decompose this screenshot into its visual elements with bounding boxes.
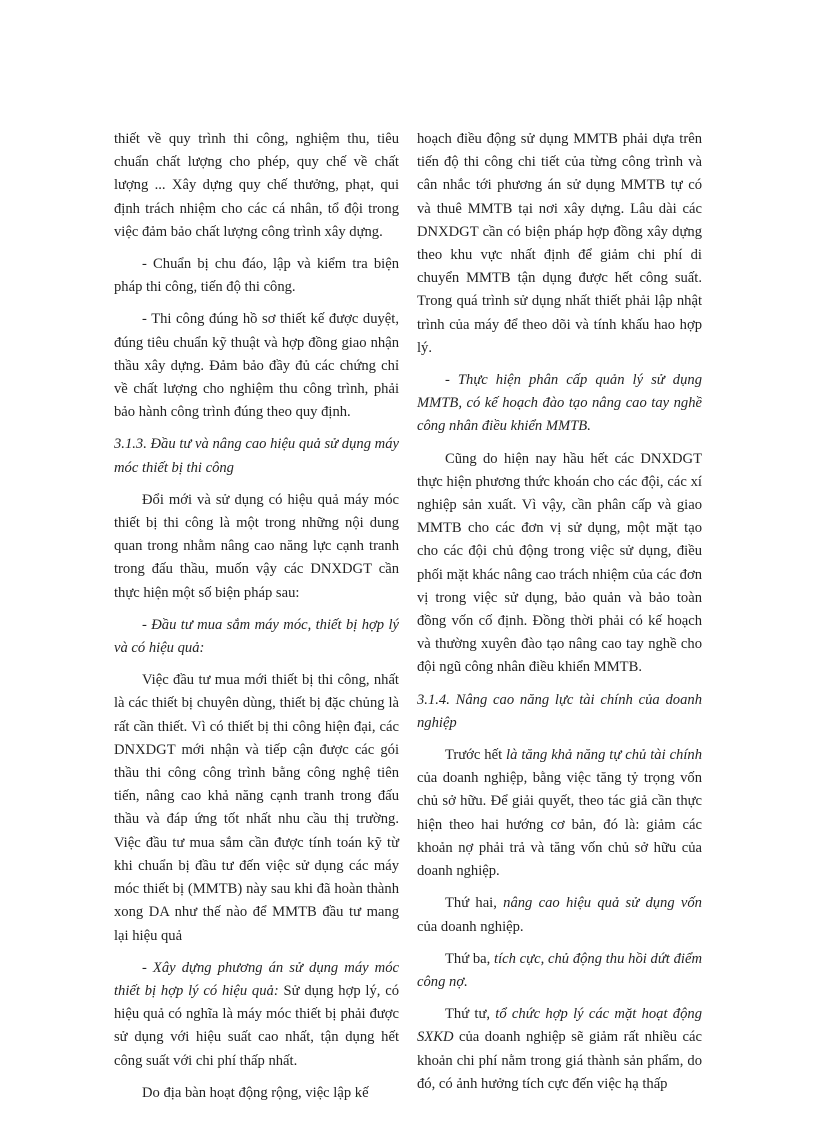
equipment-plan-text: Sử dụng hợp lý, có hiệu quả có nghĩa là máy móc thiết bị phải được sử dụng với hiệu suất cao nhất, tận dụng hết công suất với chi phí thấp nhất. <box>114 982 400 1069</box>
text-run: Thứ tư, <box>445 1006 496 1023</box>
paragraph-construction-compliance: - Thi công đúng hồ sơ thiết kế được duyệt, đúng tiêu chuẩn kỹ thuật và hợp đồng giao nhận thầu xây dựng. Đảm bảo đầy đủ các chứng chỉ về chất lượng cho nghiệm thu công trình, phải bảo hành công trình đúng theo quy định. <box>114 311 399 421</box>
paragraph-business-organization <box>417 1003 702 1096</box>
equipment-plan-italic: - Xây dựng phương án sử dụng máy móc thiết bị hợp lý có hiệu quả: <box>114 959 399 999</box>
section-heading-3-1-4: 3.1.4. Nâng cao năng lực tài chính của doanh nghiệp <box>417 691 702 731</box>
text-run: Thứ hai, <box>445 895 504 912</box>
paragraph-contracting: Cũng do hiện nay hầu hết các DNXDGT thực hiện phương thức khoán cho các đội, các xí nghiệp sản xuất. Vì vậy, cần phân cấp và giao MMTB cho các đơn vị sử dụng, một mặt tạo cho các đội chủ động trong việc sử dụng, điều phối mặt khác nâng cao trách nhiệm của các đơn vị trong việc sử dụng, bảo quản và bảo toàn đồng vốn cố định. Đồng thời phải có kế hoạch và thường xuyên đào tạo nâng cao tay nghề cho đội ngũ công nhân điều khiển MMTB. <box>417 450 702 676</box>
italic-run: nâng cao hiệu quả sử dụng vốn <box>503 895 702 912</box>
left-column <box>114 128 399 1114</box>
text-run: của doanh nghiệp sẽ giảm rất nhiều các khoản chi phí nằm trong giá thành sản phẩm, do đó, có ảnh hưởng tích cực đến việc hạ thấp <box>417 1029 702 1092</box>
italic-run: tổ chức hợp lý các mặt hoạt động SXKD <box>417 1006 702 1046</box>
text-run: Trước hết <box>445 747 507 764</box>
italic-run: là tăng khả năng tự chủ tài chính <box>506 747 702 764</box>
paragraph-mobilization-start: Do địa bàn hoạt động rộng, việc lập kế <box>142 1084 369 1101</box>
right-column <box>417 128 702 1105</box>
italic-run: tích cực, chủ động thu hồi dứt điểm công nợ. <box>417 950 702 990</box>
paragraph-equipment-plan <box>114 957 399 1073</box>
paragraph-prepare-methods: - Chuẩn bị chu đáo, lập và kiểm tra biện pháp thi công, tiến độ thi công. <box>114 256 399 296</box>
paragraph-quality-rules: thiết về quy trình thi công, nghiệm thu, tiêu chuẩn chất lượng cho phép, quy chế về chất lượng ... Xây dựng quy chế thưởng, phạt, qui định trách nhiệm cho các cá nhân, tổ đội trong việc đảm bảo chất lượng công trình xây dựng. <box>114 131 399 240</box>
paragraph-equipment-investment-heading: - Đầu tư mua sắm máy móc, thiết bị hợp lý và có hiệu quả: <box>114 616 399 657</box>
text-run: của doanh nghiệp, bằng việc tăng tỷ trọng vốn chủ sở hữu. Để giải quyết, theo tác giả cần thực hiện theo hai hướng cơ bản, đó là: giảm các khoản nợ phải trả và tăng vốn chủ sở hữu của doanh nghiệp. <box>417 770 702 880</box>
section-heading-3-1-3: 3.1.3. Đầu tư và nâng cao hiệu quả sử dụng máy móc thiết bị thi công <box>114 436 399 476</box>
paragraph-mobilization-plan: hoạch điều động sử dụng MMTB phải dựa trên tiến độ thi công chi tiết của từng công trình và cân nhắc tới phương án sử dụng MMTB tự có và thuê MMTB tại nơi xây dựng. Lâu dài các DNXDGT cần có biện pháp hợp đồng xây dựng theo khu vực nhất định để giảm chi phí di chuyển MMTB tận dụng được hết công suất. Trong quá trình sử dụng nhất thiết phải lập nhật trình của máy để theo dõi và tính khấu hao hợp lý. <box>417 131 702 356</box>
text-run: của doanh nghiệp. <box>417 918 524 935</box>
paragraph-financial-autonomy <box>417 744 702 883</box>
paragraph-equipment-intro: Đổi mới và sử dụng có hiệu quả máy móc thiết bị thi công là một trong những nội dung quan trong nhằm nâng cao năng lực cạnh tranh trong đấu thầu, muốn vậy các DNXDGT cần thực hiện một số biện pháp sau: <box>114 491 399 601</box>
paragraph-debt-recovery <box>417 948 702 994</box>
paragraph-capital-efficiency <box>417 892 702 938</box>
paragraph-equipment-purchase: Việc đầu tư mua mới thiết bị thi công, nhất là các thiết bị chuyên dùng, thiết bị đặc chủng là rất cần thiết. Vì có thiết bị thi công hiện đại, các DNXDGT mới nhận và tiếp cận được các gói thầu thi công công trình bằng công nghệ tiên tiến, nâng cao khả năng cạnh tranh trong đấu thầu và đáp ứng tốt nhất nhu cầu thị trường. Việc đầu tư mua sắm cần được tính toán kỹ từ khi chuẩn bị đầu tư đến việc sử dụng các máy móc thiết bị (MMTB) này sau khi đã hoàn thành xong DA như thế nào để MMTB đầu tư mang lại hiệu quả <box>114 672 399 944</box>
paragraph-decentralization-heading: - Thực hiện phân cấp quản lý sử dụng MMTB, có kế hoạch đào tạo nâng cao tay nghề công nhân điều khiển MMTB. <box>417 372 702 435</box>
text-run: Thứ ba, <box>445 950 495 967</box>
